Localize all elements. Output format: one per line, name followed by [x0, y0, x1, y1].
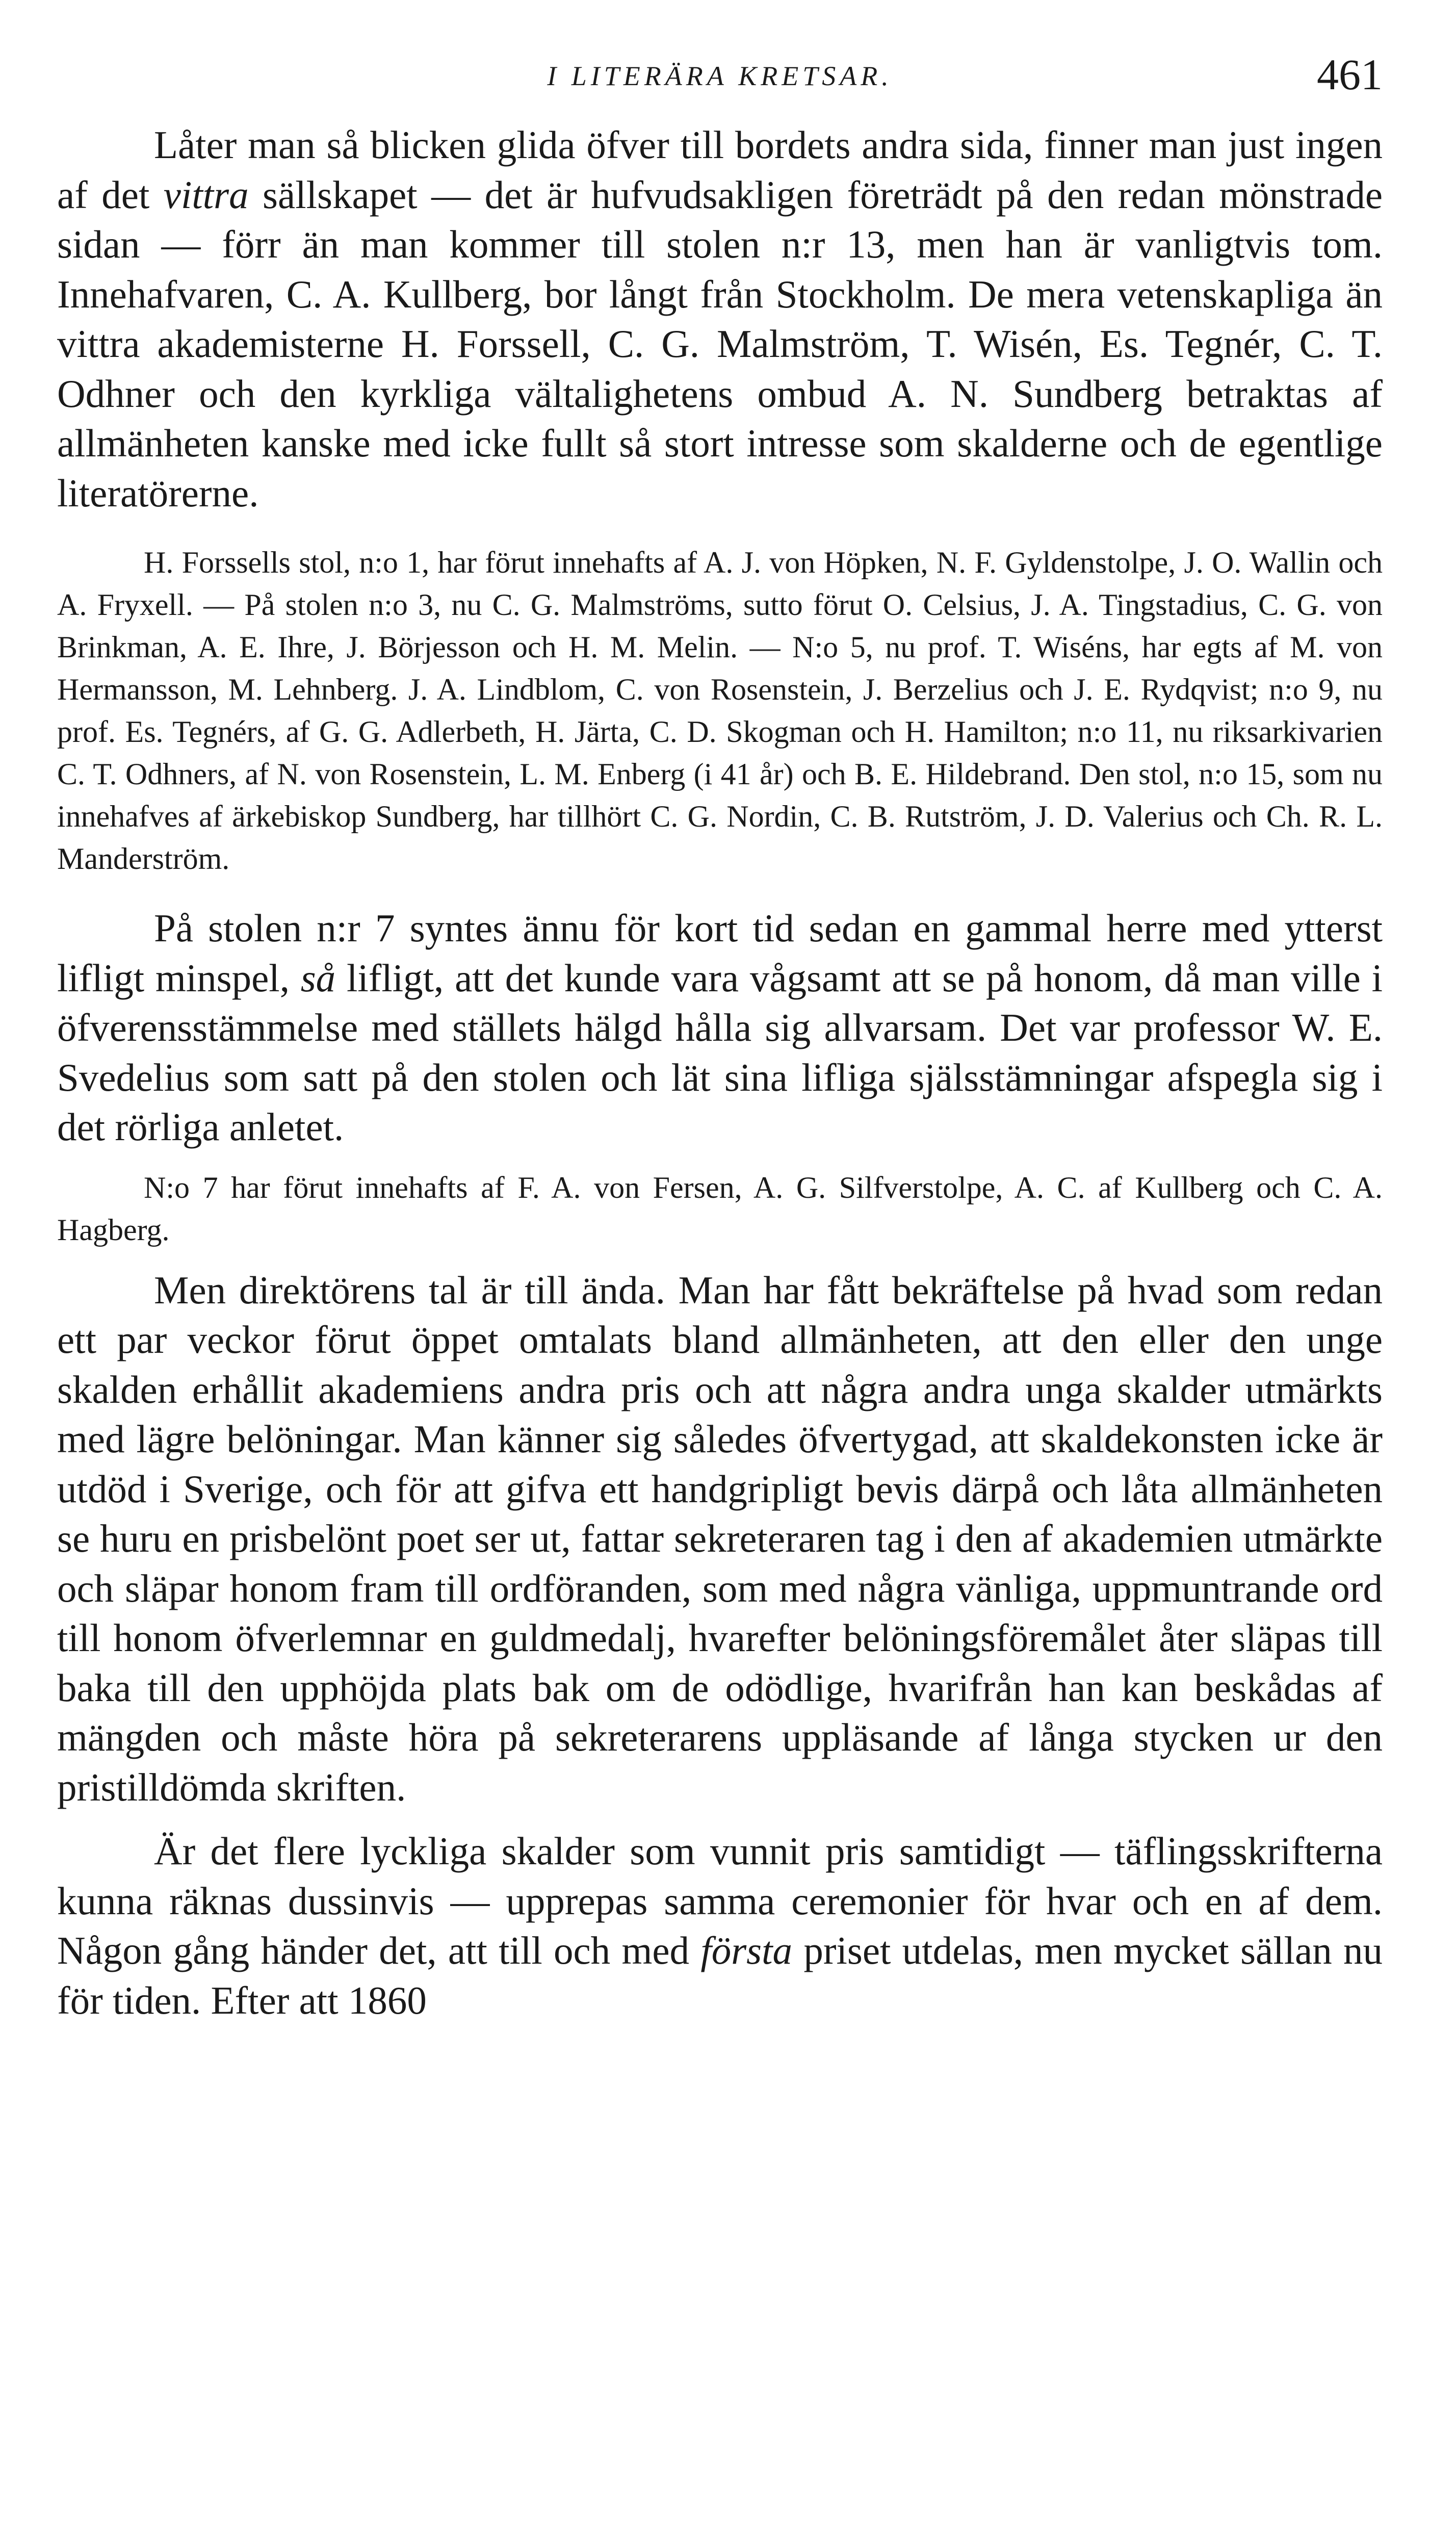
footnote-paragraph — [57, 542, 1383, 880]
italic-text-segment: vittra — [163, 172, 249, 217]
page-number: 461 — [1317, 50, 1383, 99]
footnote-paragraph — [57, 1167, 1383, 1251]
italic-text-segment: första — [700, 1928, 793, 1972]
text-segment: H. Forssells stol, n:o 1, har förut innehafts af A. J. von Höpken, N. F. Gyldenstolpe, J. O. Wallin och A. Fryxell. — På stolen n:o 3, nu C. G. Malmströms, sutto förut O. Celsius, J. A. Tingstadius, C. G. von Brinkman, A. E. Ihre, J. Börjesson och H. M. Melin. — N:o 5, nu prof. T. Wiséns, har egts af M. von Hermansson, M. Lehnberg. J. A. Lindblom, C. von Rosenstein, J. Berzelius och J. E. Rydqvist; n:o 9, nu prof. Es. Tegnérs, af G. G. Adlerbeth, H. Järta, C. D. Skogman och H. Hamilton; n:o 11, nu riksarkivarien C. T. Odhners, af N. von Rosenstein, L. M. Enberg (i 41 år) och B. E. Hildebrand. Den stol, n:o 15, som nu innehafves af ärkebiskop Sundberg, har tillhört C. G. Nordin, C. B. Rutström, J. D. Valerius och Ch. R. L. Manderström. — [57, 546, 1383, 876]
text-segment: Är det flere lyckliga skalder som vunnit pris samtidigt — täflingsskrifterna kunna räknas dussinvis — upprepas samma ceremonier för hvar och en af dem. Någon gång händer det, att till och med — [57, 1829, 1383, 1972]
document-page — [57, 49, 1383, 2025]
text-segment: priset utdelas, men mycket sällan nu för tiden. Efter att 1860 — [57, 1928, 1383, 2022]
text-segment: sällskapet — det är hufvudsakligen företrädt på den redan mönstrade sidan — förr än man kommer till stolen n:r 13, men han är vanligtvis tom. Innehafvaren, C. A. Kullberg, bor långt från Stockholm. De mera vetenskapliga än vittra akademisterne H. Forssell, C. G. Malmström, T. Wisén, Es. Tegnér, C. T. Odhner och den kyrkliga vältalighetens ombud A. N. Sundberg betraktas af allmänheten kanske med icke fullt så stort intresse som skalderne och de egentlige literatörerne. — [57, 172, 1383, 515]
text-segment: På stolen n:r 7 syntes ännu för kort tid sedan en gammal herre med ytterst lifligt minspel, — [57, 906, 1383, 1000]
body-paragraph — [57, 904, 1383, 1152]
body-paragraph — [57, 1827, 1383, 2025]
italic-text-segment: så — [300, 956, 336, 1000]
text-segment: N:o 7 har förut innehafts af F. A. von Fersen, A. G. Silfverstolpe, A. C. af Kullberg och C. A. Hagberg. — [57, 1170, 1383, 1247]
text-segment: Men direktörens tal är till ända. Man har fått bekräftelse på hvad som redan ett par veckor förut öppet omtalats bland allmänheten, att den eller den unge skalden erhållit akademiens andra pris och att några andra unga skalder utmärkts med lägre belöningar. Man känner sig således öfvertygad, att skaldekonsten icke är utdöd i Sverige, och för att gifva ett handgripligt bevis därpå och låta allmänheten se huru en prisbelönt poet ser ut, fattar sekreteraren tag i den af akademien utmärkte och släpar honom fram till ordföranden, som med några vänliga, uppmuntrande ord till honom öfverlemnar en guldmedalj, hvarefter belöningsföremålet åter släpas till baka till den upphöjda plats bak om de odödlige, hvarifrån han kan beskådas af mängden och måste höra på sekreterarens uppläsande af långa stycken ur den pristilldömda skriften. — [57, 1268, 1383, 1809]
text-segment: Låter man så blicken glida öfver till bordets andra sida, finner man just ingen af det — [57, 123, 1383, 217]
running-title: I LITERÄRA KRETSAR. — [547, 61, 893, 91]
body-paragraph — [57, 1266, 1383, 1813]
body-paragraph — [57, 120, 1383, 518]
running-header — [57, 49, 1383, 100]
text-segment: lifligt, att det kunde vara vågsamt att se på honom, då man ville i öfverensstämmelse med ställets hälgd hålla sig allvarsam. Det var professor W. E. Svedelius som satt på den stolen och lät sina lifliga själsstämningar afspegla sig i det rörliga anletet. — [57, 956, 1383, 1149]
